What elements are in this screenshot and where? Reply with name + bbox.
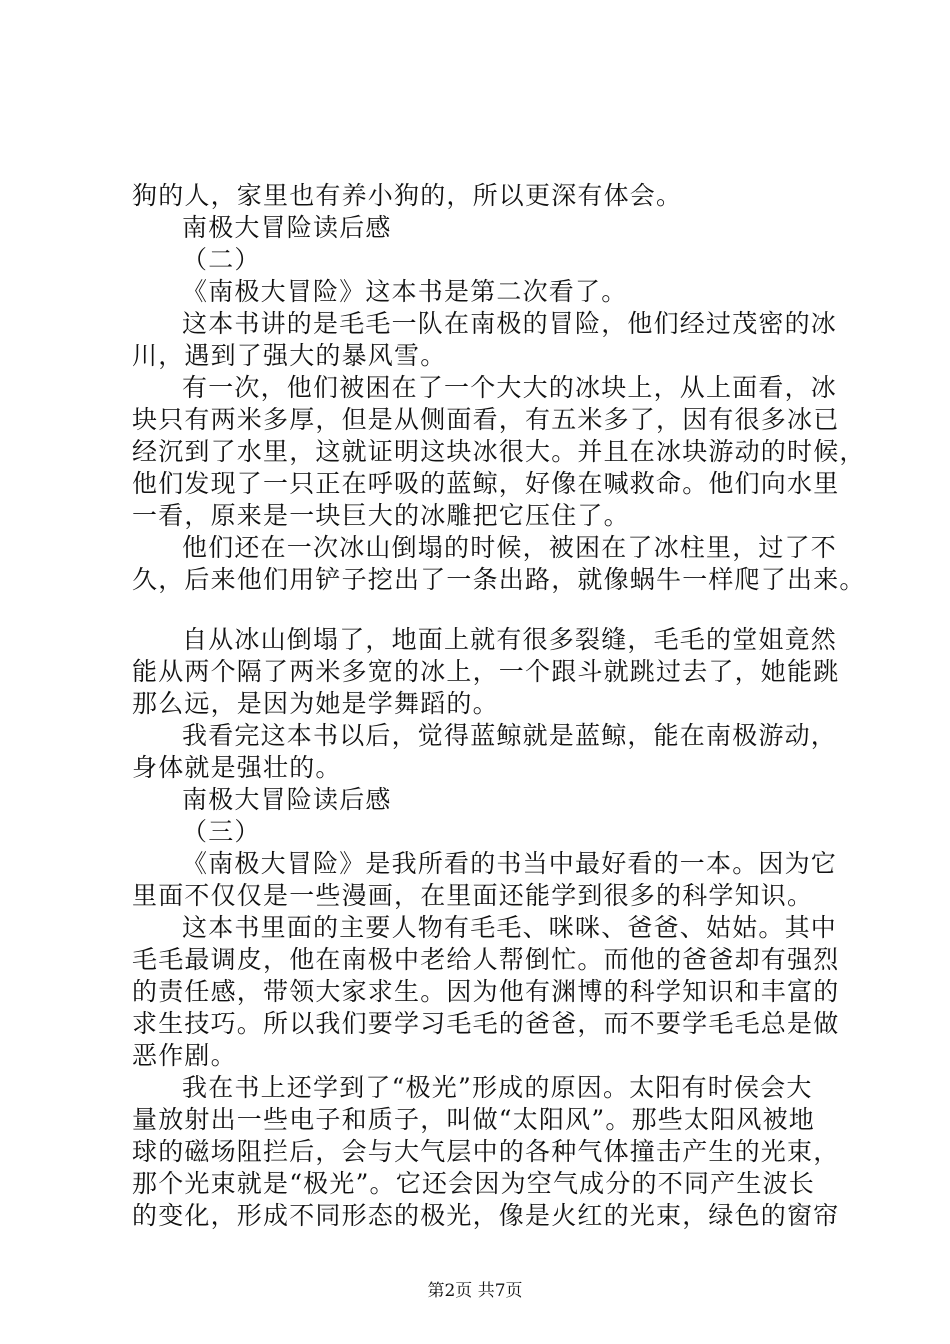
text-line: 求生技巧。所以我们要学习毛毛的爸爸，而不要学毛毛总是做 (132, 1009, 840, 1038)
text-line: 他们发现了一只正在呼吸的蓝鲸，好像在喊救命。他们向水里 (132, 469, 840, 498)
text-line: 经沉到了水里，这就证明这块冰很大。并且在冰块游动的时候， (132, 437, 866, 466)
text-line: 川，遇到了强大的暴风雪。 (132, 341, 447, 370)
text-line: 自从冰山倒塌了，地面上就有很多裂缝，毛毛的堂姐竟然 (182, 625, 838, 654)
text-line: 这本书里面的主要人物有毛毛、咪咪、爸爸、姑姑。其中 (182, 913, 838, 942)
text-line: 久，后来他们用铲子挖出了一条出路，就像蜗牛一样爬了出来。 (132, 565, 866, 594)
text-line: 狗的人，家里也有养小狗的，所以更深有体会。 (132, 181, 683, 210)
text-line: 我看完这本书以后，觉得蓝鲸就是蓝鲸，能在南极游动， (182, 721, 838, 750)
text-line: 他们还在一次冰山倒塌的时候，被困在了冰柱里，过了不 (182, 533, 838, 562)
text-line: 里面不仅仅是一些漫画，在里面还能学到很多的科学知识。 (132, 881, 814, 910)
text-line: 量放射出一些电子和质子，叫做“太阳风”。那些太阳风被地 (132, 1105, 815, 1134)
text-line: 《南极大冒险》是我所看的书当中最好看的一本。因为它 (182, 849, 838, 878)
text-line: 我在书上还学到了“极光”形成的原因。太阳有时侯会大 (182, 1073, 813, 1102)
section-title: 南极大冒险读后感 (182, 785, 392, 814)
text-line: 块只有两米多厚，但是从侧面看，有五米多了，因有很多冰已 (132, 405, 840, 434)
text-line: 一看，原来是一块巨大的冰雕把它压住了。 (132, 501, 630, 530)
text-line: 身体就是强壮的。 (132, 753, 342, 782)
text-line: 那么远，是因为她是学舞蹈的。 (132, 689, 499, 718)
text-line: 球的磁场阻拦后，会与大气层中的各种气体撞击产生的光束， (132, 1137, 840, 1166)
text-line: 能从两个隔了两米多宽的冰上，一个跟斗就跳过去了，她能跳 (132, 657, 840, 686)
text-line: 这本书讲的是毛毛一队在南极的冒险，他们经过茂密的冰 (182, 309, 838, 338)
text-line: 的责任感，带领大家求生。因为他有渊博的科学知识和丰富的 (132, 977, 840, 1006)
section-number: （二） (182, 245, 261, 274)
text-line: 毛毛最调皮，他在南极中老给人帮倒忙。而他的爸爸却有强烈 (132, 945, 840, 974)
text-line: 那个光束就是“极光”。它还会因为空气成分的不同产生波长 (132, 1169, 815, 1198)
text-line: 的变化，形成不同形态的极光，像是火红的光束，绿色的窗帘 (132, 1201, 840, 1230)
section-number: （三） (182, 817, 261, 846)
page-number-footer: 第2页 共7页 (427, 1281, 523, 1301)
text-line: 恶作剧。 (132, 1041, 237, 1070)
section-title: 南极大冒险读后感 (182, 213, 392, 242)
text-line: 《南极大冒险》这本书是第二次看了。 (182, 277, 628, 306)
text-line: 有一次，他们被困在了一个大大的冰块上，从上面看，冰 (182, 373, 838, 402)
